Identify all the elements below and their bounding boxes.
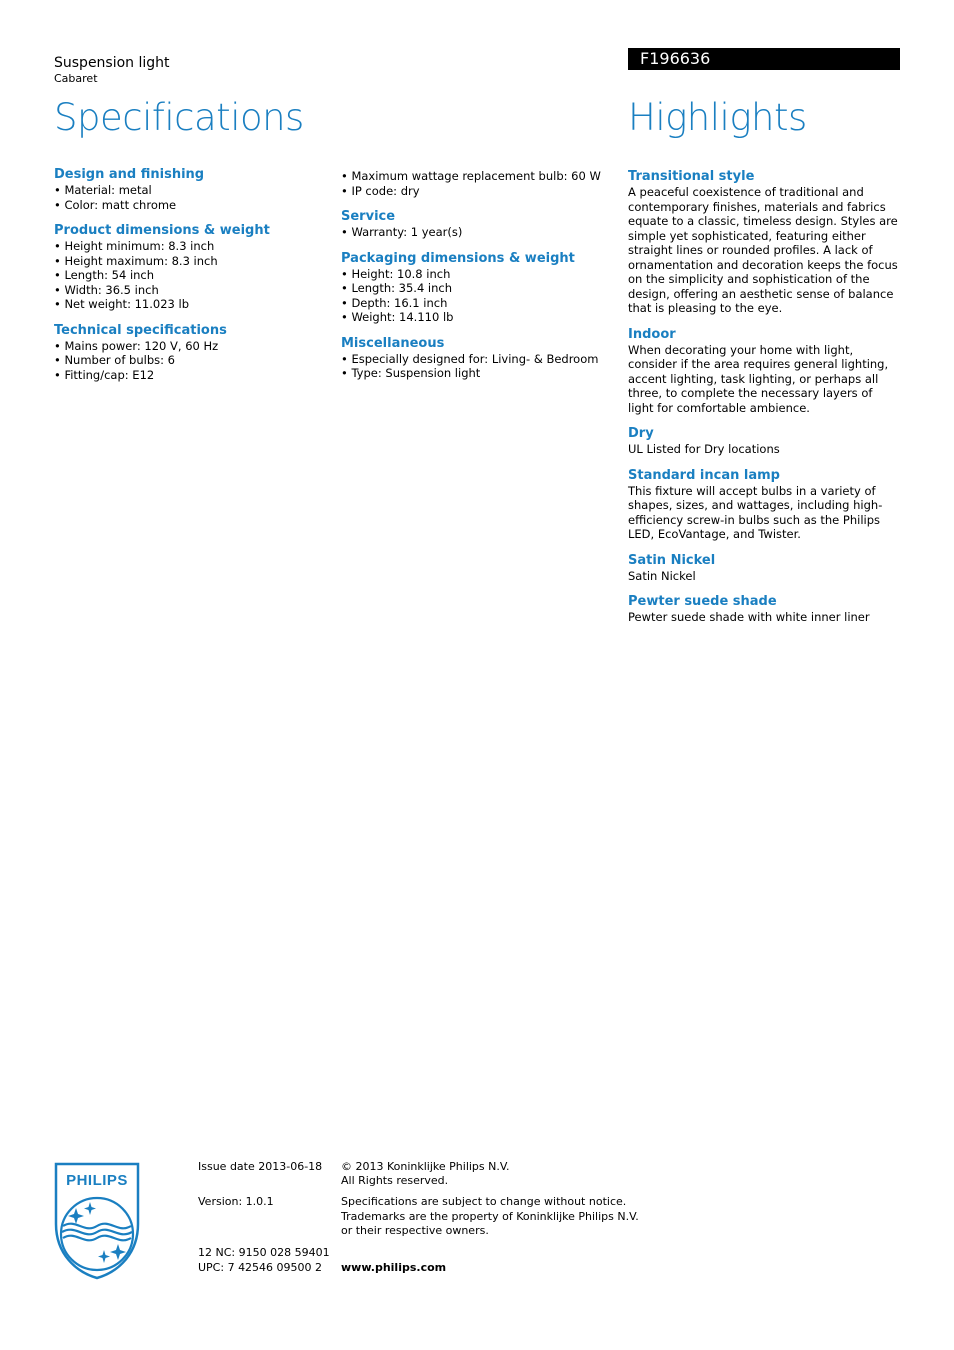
spec-item: • Type: Suspension light — [341, 366, 611, 381]
product-code-badge: F196636 — [628, 48, 900, 70]
version: Version: 1.0.1 — [198, 1195, 274, 1208]
spec-item: • Height: 10.8 inch — [341, 267, 611, 282]
highlight — [628, 594, 900, 625]
specs-column-1 — [54, 167, 324, 382]
spec-item: • Net weight: 11.023 lb — [54, 297, 324, 312]
spec-section — [341, 336, 611, 381]
spec-section-title: Packaging dimensions & weight — [341, 250, 575, 266]
highlight-text: Satin Nickel — [628, 568, 696, 583]
specifications-title: Specifications — [54, 96, 304, 139]
highlight-text: A peaceful coexistence of traditional and contemporary finishes, materials and fabrics equate to a classic, timeless design. Styles are simple yet sophisticated, featuring either straight lines or rounded profiles. A lack of ornamentation and decoration keeps the focus on the simplicity and sophistication of the design, offering an aesthetic sense of balance that is pleasing to the eye. — [628, 185, 898, 315]
highlight — [628, 468, 900, 542]
product-type: Suspension light — [54, 55, 170, 71]
spec-item: • Fitting/cap: E12 — [54, 368, 324, 383]
notice-line-3: or their respective owners. — [341, 1224, 489, 1237]
philips-logo — [54, 1162, 140, 1280]
highlight — [628, 327, 900, 416]
spec-section — [341, 209, 611, 240]
spec-item: • Width: 36.5 inch — [54, 283, 324, 298]
spec-section — [54, 223, 324, 312]
highlight-title: Indoor — [628, 326, 676, 342]
spec-item: • Especially designed for: Living- & Bedroom — [341, 352, 611, 367]
spec-item: • IP code: dry — [341, 184, 611, 199]
highlight-title: Dry — [628, 426, 654, 441]
highlights-title: Highlights — [628, 96, 807, 139]
svg-text:PHILIPS: PHILIPS — [66, 1172, 128, 1189]
spec-item: • Mains power: 120 V, 60 Hz — [54, 339, 324, 354]
spec-item: • Maximum wattage replacement bulb: 60 W — [341, 169, 611, 184]
spec-item: • Height maximum: 8.3 inch — [54, 254, 324, 269]
spec-item: • Number of bulbs: 6 — [54, 353, 324, 368]
spec-section-title: Technical specifications — [54, 322, 227, 338]
notice-line-2: Trademarks are the property of Koninklijke Philips N.V. — [341, 1210, 639, 1223]
highlight-title: Transitional style — [628, 169, 755, 184]
copyright-line-1: © 2013 Koninklijke Philips N.V. — [341, 1160, 510, 1173]
highlight-title: Standard incan lamp — [628, 467, 780, 483]
highlight-text: When decorating your home with light, consider if the area requires general lighting, accent lighting, task lighting, or perhaps all three, to complete the necessary layers of light for comfortable ambience. — [628, 342, 889, 415]
spec-item: • Material: metal — [54, 183, 324, 198]
highlight — [628, 426, 900, 457]
spec-item: • Depth: 16.1 inch — [341, 296, 611, 311]
highlight-title: Pewter suede shade — [628, 594, 777, 609]
spec-item: • Length: 54 inch — [54, 268, 324, 283]
highlight-text: This fixture will accept bulbs in a variety of shapes, sizes, and wattages, including high-efficiency screw-in bulbs such as the Philips LED, EcoVantage, and Twister. — [628, 483, 883, 541]
spec-section — [341, 251, 611, 325]
highlight — [628, 553, 900, 584]
spec-item: • Weight: 14.110 lb — [341, 310, 611, 325]
highlights-column — [628, 169, 900, 625]
nc-number: 12 NC: 9150 028 59401 — [198, 1246, 330, 1259]
highlight — [628, 169, 900, 316]
notice-line-1: Specifications are subject to change without notice. — [341, 1195, 627, 1208]
spec-item: • Color: matt chrome — [54, 198, 324, 213]
spec-item: • Height minimum: 8.3 inch — [54, 239, 324, 254]
spec-item: • Warranty: 1 year(s) — [341, 225, 611, 240]
highlight-text: Pewter suede shade with white inner liner — [628, 610, 870, 624]
spec-section-title: Service — [341, 209, 396, 224]
product-name: Cabaret — [54, 72, 98, 85]
specs-column-2 — [341, 167, 611, 381]
upc-number: UPC: 7 42546 09500 2 — [198, 1261, 323, 1274]
spec-item: • Length: 35.4 inch — [341, 281, 611, 296]
spec-section — [54, 167, 324, 212]
highlight-title: Satin Nickel — [628, 552, 716, 568]
highlight-text: UL Listed for Dry locations — [628, 442, 780, 456]
spec-section — [54, 323, 324, 383]
website-link[interactable]: www.philips.com — [341, 1261, 447, 1274]
issue-date: Issue date 2013-06-18 — [198, 1160, 323, 1173]
spec-section-title: Design and finishing — [54, 167, 205, 182]
spec-section-title: Product dimensions & weight — [54, 223, 270, 238]
spec-section-continued — [341, 169, 611, 198]
copyright-line-2: All Rights reserved. — [341, 1174, 449, 1187]
spec-section-title: Miscellaneous — [341, 335, 445, 351]
